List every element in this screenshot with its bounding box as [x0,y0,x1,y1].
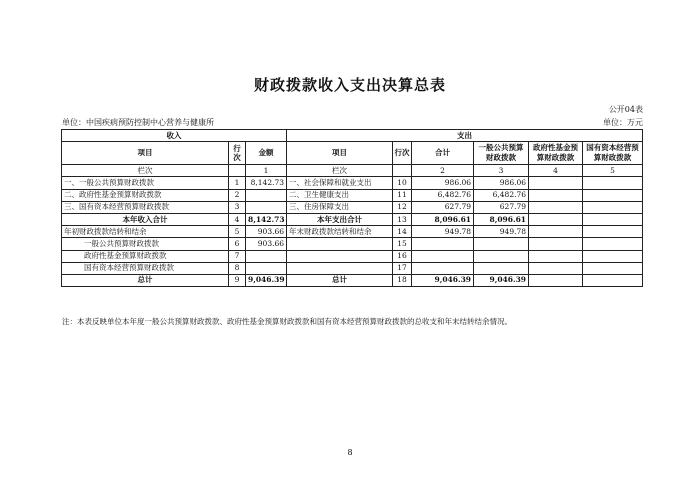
expense-item: 总计 [287,274,393,286]
expense-row-no: 11 [393,189,412,201]
income-item: 年初财政拨款结转和结余 [62,226,229,238]
expense-row-no: 14 [393,226,412,238]
expense-state-capital [583,177,643,189]
expense-general-budget: 949.78 [474,226,529,238]
table-row-subtotal [62,213,643,225]
expense-row-no: 13 [393,213,412,225]
expense-row-no: 18 [393,274,412,286]
income-row-no: 5 [229,226,246,238]
column-index-5: 5 [583,165,643,177]
expense-gov-fund [529,213,583,225]
table-row [62,226,643,238]
expense-general-budget: 986.06 [474,177,529,189]
table-row [62,189,643,201]
income-item: 一、一般公共预算财政拨款 [62,177,229,189]
general-budget-header: 一般公共预算财政拨款 [474,142,529,165]
expense-state-capital [583,201,643,213]
expense-item [287,238,393,250]
table-row [62,201,643,213]
expense-row-no: 17 [393,262,412,274]
expense-general-budget: 6,482.76 [474,189,529,201]
expense-item [287,262,393,274]
expense-general-budget: 627.79 [474,201,529,213]
expense-state-capital [583,213,643,225]
gov-fund-header: 政府性基金预算财政拨款 [529,142,583,165]
table-row [62,238,643,250]
unit-organization: 单位：中国疾病预防控制中心营养与健康所 [62,118,214,127]
income-item-header: 项目 [62,142,229,165]
expense-row-no: 12 [393,201,412,213]
state-capital-header: 国有资本经营预算财政拨款 [583,142,643,165]
expense-gov-fund [529,177,583,189]
income-row-no: 8 [229,262,246,274]
table-row-total [62,274,643,286]
table-row [62,177,643,189]
expense-total [412,238,474,250]
expense-general-budget [474,238,529,250]
header-row-1 [62,130,643,142]
income-item: 总计 [62,274,229,286]
expense-total: 949.78 [412,226,474,238]
income-row-no-header: 行次 [229,142,246,165]
expense-row-no: 10 [393,177,412,189]
expense-total: 6,482.76 [412,189,474,201]
income-row-no: 9 [229,274,246,286]
table-row [62,262,643,274]
expense-total-header: 合计 [412,142,474,165]
expense-state-capital [583,238,643,250]
income-amount: 8,142.73 [246,177,287,189]
expense-state-capital [583,226,643,238]
income-item: 二、政府性基金预算财政拨款 [62,189,229,201]
income-item: 国有资本经营预算财政拨款 [62,262,229,274]
expense-item: 二、卫生健康支出 [287,189,393,201]
income-row-no: 4 [229,213,246,225]
expense-total: 9,046.39 [412,274,474,286]
expense-gov-fund [529,274,583,286]
column-index-label: 栏次 [62,165,229,177]
income-amount: 8,142.73 [246,213,287,225]
expense-gov-fund [529,201,583,213]
income-header: 收入 [62,130,287,142]
column-index-4: 4 [529,165,583,177]
budget-table [61,129,643,287]
income-row-no: 2 [229,189,246,201]
expense-gov-fund [529,238,583,250]
expense-row-no-header: 行次 [393,142,412,165]
table-note: 注：本表反映单位本年度一般公共预算财政拨款、政府性基金预算财政拨款和国有资本经营预算财政拨款的总收支和年末结转结余情况。 [62,317,512,326]
income-amount-header: 金额 [246,142,287,165]
expense-gov-fund [529,189,583,201]
expense-item [287,250,393,262]
expense-general-budget [474,262,529,274]
income-amount [246,250,287,262]
expense-total: 627.79 [412,201,474,213]
income-amount: 903.66 [246,238,287,250]
column-index-label-right: 栏次 [287,165,393,177]
income-amount [246,201,287,213]
column-index-1: 1 [246,165,287,177]
expense-total [412,250,474,262]
income-row-no: 6 [229,238,246,250]
income-item: 一般公共预算财政拨款 [62,238,229,250]
income-amount: 903.66 [246,226,287,238]
income-item: 三、国有资本经营预算财政拨款 [62,201,229,213]
report-title: 财政拨款收入支出决算总表 [253,76,446,94]
expense-state-capital [583,262,643,274]
expense-header: 支出 [287,130,643,142]
expense-gov-fund [529,262,583,274]
income-row-no: 1 [229,177,246,189]
expense-item: 一、社会保障和就业支出 [287,177,393,189]
expense-item: 三、住房保障支出 [287,201,393,213]
income-item: 政府性基金预算财政拨款 [62,250,229,262]
income-amount [246,189,287,201]
expense-state-capital [583,250,643,262]
income-amount: 9,046.39 [246,274,287,286]
expense-item-header: 项目 [287,142,393,165]
expense-total: 986.06 [412,177,474,189]
column-index-2: 2 [412,165,474,177]
column-index-3: 3 [474,165,529,177]
expense-row-no: 16 [393,250,412,262]
table-row [62,250,643,262]
expense-item: 本年支出合计 [287,213,393,225]
income-item: 本年收入合计 [62,213,229,225]
income-row-no: 7 [229,250,246,262]
expense-item: 年末财政拨款结转和结余 [287,226,393,238]
header-row-2 [62,142,643,165]
column-index-row [62,165,643,177]
expense-general-budget [474,250,529,262]
expense-gov-fund [529,250,583,262]
expense-gov-fund [529,226,583,238]
expense-general-budget: 8,096.61 [474,213,529,225]
expense-general-budget: 9,046.39 [474,274,529,286]
expense-total: 8,096.61 [412,213,474,225]
expense-total [412,262,474,274]
expense-state-capital [583,274,643,286]
income-amount [246,262,287,274]
page-number: 8 [347,448,353,457]
unit-currency: 单位：万元 [603,118,643,127]
expense-row-no: 15 [393,238,412,250]
doc-code: 公开04表 [608,105,643,114]
expense-state-capital [583,189,643,201]
income-row-no: 3 [229,201,246,213]
